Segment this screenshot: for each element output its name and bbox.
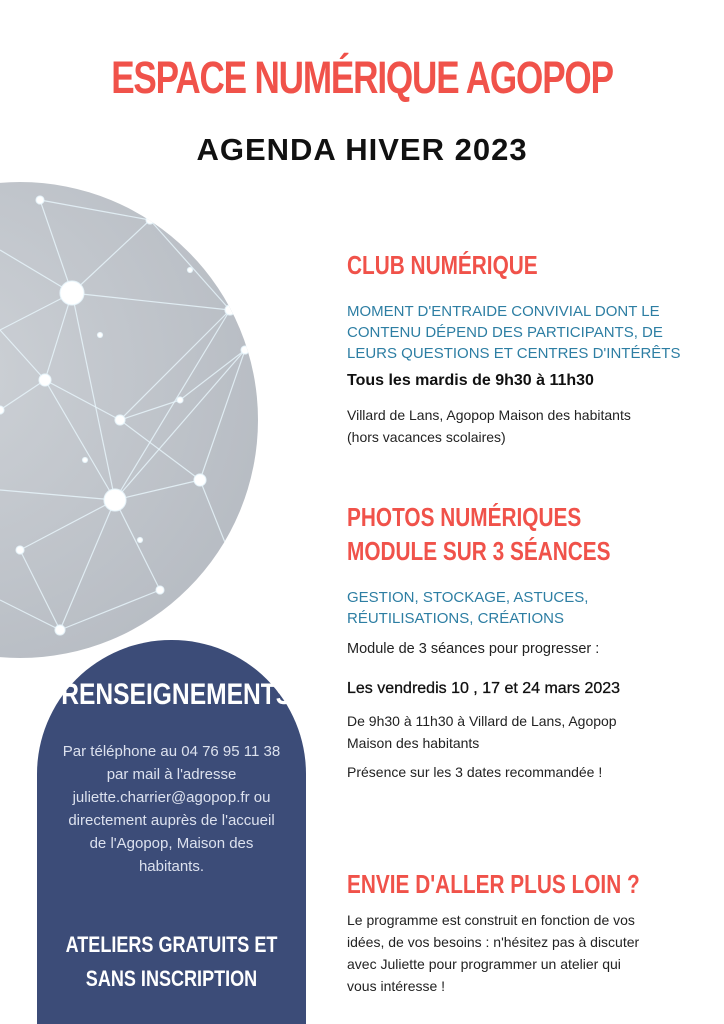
info-email: juliette.charrier@agopop.fr ou xyxy=(72,789,271,806)
page-title: ESPACE NUMÉRIQUE AGOPOP xyxy=(111,52,613,103)
club-subtitle-line: CONTENU DÉPEND DES PARTICIPANTS, DE xyxy=(347,324,663,341)
info-line: habitants. xyxy=(138,858,205,875)
photos-details-line: Maison des habitants xyxy=(347,735,480,751)
more-text xyxy=(347,909,699,997)
club-location-line: Villard de Lans, Agopop Maison des habitants xyxy=(347,407,631,423)
more-text-line: vous intéresse ! xyxy=(347,978,446,994)
photos-subtitle xyxy=(347,587,697,629)
info-line: par mail à l'adresse xyxy=(106,766,237,783)
info-text xyxy=(49,740,294,878)
photos-details-line: De 9h30 à 11h30 à Villard de Lans, Agopop xyxy=(347,713,617,729)
photos-section xyxy=(347,500,697,568)
photos-note: Présence sur les 3 dates recommandée ! xyxy=(347,764,603,780)
photos-subtitle-line: RÉUTILISATIONS, CRÉATIONS xyxy=(347,610,564,627)
club-subtitle-line: LEURS QUESTIONS ET CENTRES D'INTÉRÊTS xyxy=(347,345,681,362)
network-globe-image xyxy=(0,160,260,680)
photos-details xyxy=(347,710,697,754)
info-footer-line: SANS INSCRIPTION xyxy=(85,966,258,991)
page-subtitle: AGENDA HIVER 2023 xyxy=(196,132,528,167)
club-schedule: Tous les mardis de 9h30 à 11h30 xyxy=(347,372,594,389)
info-title: RENSEIGNEMENTS xyxy=(61,678,293,711)
info-line: directement auprès de l'accueil xyxy=(68,812,275,829)
more-title: ENVIE D'ALLER PLUS LOIN ? xyxy=(347,869,640,899)
info-footer-line: ATELIERS GRATUITS ET xyxy=(65,932,278,957)
more-text-line: idées, de vos besoins : n'hésitez pas à discuter xyxy=(347,934,640,950)
photos-title-line: PHOTOS NUMÉRIQUES xyxy=(347,502,582,532)
more-text-line: avec Juliette pour programmer un atelier qui xyxy=(347,956,621,972)
photos-subtitle-line: GESTION, STOCKAGE, ASTUCES, xyxy=(347,589,589,606)
club-section xyxy=(347,248,697,282)
more-text-line: Le programme est construit en fonction de vos xyxy=(347,912,635,928)
info-panel xyxy=(37,640,306,1024)
club-location-line: (hors vacances scolaires) xyxy=(347,429,506,445)
info-footer xyxy=(61,928,282,996)
photos-title-line: MODULE SUR 3 SÉANCES xyxy=(347,536,611,566)
photos-intro: Module de 3 séances pour progresser : xyxy=(347,641,600,657)
photos-dates: Les vendredis 10 , 17 et 24 mars 2023 xyxy=(347,680,621,697)
info-line: de l'Agopop, Maison des xyxy=(89,835,254,852)
info-line: Par téléphone au 04 76 95 11 38 xyxy=(62,743,281,760)
club-location xyxy=(347,404,697,448)
club-title: CLUB NUMÉRIQUE xyxy=(347,250,538,280)
more-section xyxy=(347,867,697,901)
photos-title xyxy=(347,500,627,568)
club-subtitle-line: MOMENT D'ENTRAIDE CONVIVIAL DONT LE xyxy=(347,303,660,320)
club-subtitle xyxy=(347,301,697,364)
